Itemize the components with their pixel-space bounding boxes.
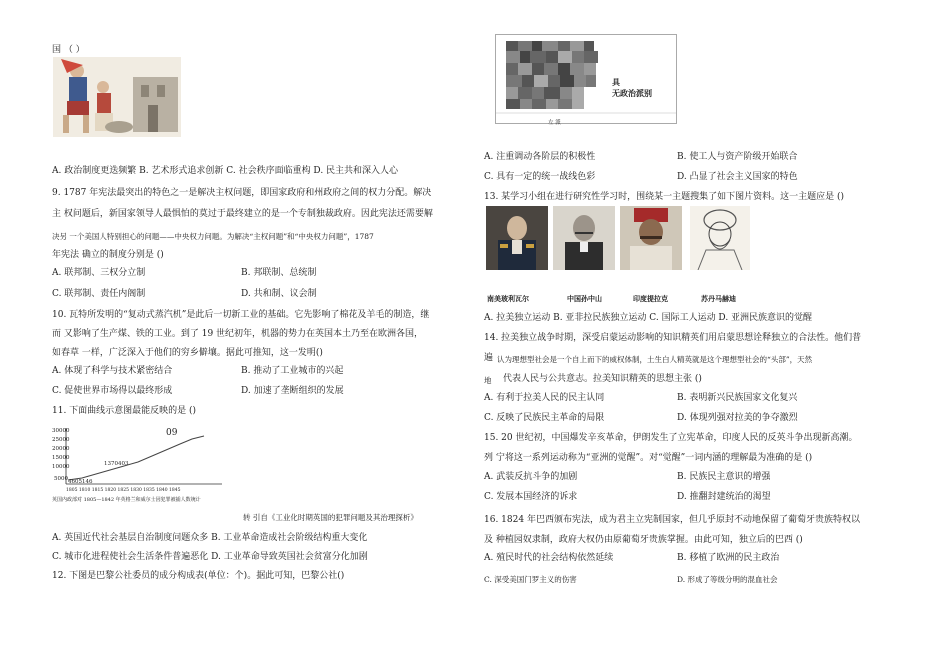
q16-line-2: 及 种植园奴隶制，政府大权仍由原葡萄牙贵族掌握。由此可知，独立后的巴西 ()	[484, 535, 803, 545]
q12-composition-table	[495, 34, 677, 124]
q12-option-c: C. 具有一定的统一战线色彩	[484, 172, 596, 182]
caption-sun-yat-sen: 中国孙中山	[567, 295, 602, 303]
table-label-bottom: 左 派	[548, 120, 561, 126]
y-tick: 10000	[52, 464, 70, 470]
y-tick: 25000	[52, 437, 70, 443]
q16-option-b: B. 移植了欧洲的民主政治	[677, 553, 780, 563]
q10-line-2: 而 又影响了生产煤、铁的工业。到了 19 世纪初年，机器的势力在英国本土乃至在欧洲各国，	[52, 329, 424, 339]
q15-option-b: B. 民族民主意识的增强	[677, 472, 771, 482]
q14-line-1: 14. 拉美独立战争时期，深受启蒙运动影响的知识精英们用启蒙思想诠释独立的合法性。他们普	[484, 333, 862, 343]
data-label-big: 09	[166, 428, 178, 438]
q14-option-a: A. 有利于拉美人民的民主认同	[484, 393, 605, 403]
table-label-party: 无政治派别	[612, 89, 652, 98]
q10-option-a: A. 体现了科学与技术紧密结合	[52, 366, 173, 376]
q12-stem: 12. 下图是巴黎公社委员的成分构成表(单位：个)。据此可知，巴黎公社()	[52, 571, 345, 581]
portrait-bolivar	[486, 206, 548, 270]
q9-option-b: B. 邦联制、总统制	[241, 268, 317, 278]
data-label-first: 4605146	[68, 479, 93, 485]
q14-line-2-prefix: 遍	[484, 353, 494, 363]
q10-line-1: 10. 瓦特所发明的“复动式蒸汽机”是此后一切新工业的基础。它先影响了棉花及羊毛的制造，继	[52, 310, 430, 320]
portrait-mahdi	[690, 206, 750, 270]
y-tick: 15000	[52, 455, 70, 461]
caption-tilak: 印度提拉克	[633, 295, 668, 303]
data-label-mid: 1370403	[104, 461, 129, 467]
table-label-ju: 具	[612, 78, 620, 87]
portrait-tilak	[620, 206, 682, 270]
q8-options: A. 政治制度更迭频繁 B. 艺术形式追求创新 C. 社会秩序面临重构 D. 民主共和深入人心	[52, 166, 399, 176]
q13-stem: 13. 某学习小组在进行研究性学习时，围绕某一主题搜集了如下图片资料。这一主题应是 ()	[484, 192, 845, 202]
q14-option-c: C. 反映了民族民主革命的局限	[484, 413, 605, 423]
q14-line-3: 代表人民与公共意志。拉美知识精英的思想主张 ()	[503, 374, 702, 384]
q9-option-c: C. 联邦制、责任内阁制	[52, 289, 146, 299]
q12-option-d: D. 凸显了社会主义国家的特色	[677, 172, 798, 182]
q9-line-1: 9. 1787 年宪法最突出的特色之一是解决主权问题，即国家政府和州政府之间的权力分配。解决	[52, 188, 432, 198]
q15-option-d: D. 推翻封建统治的渴望	[677, 492, 771, 502]
q14-option-b: B. 表明新兴民族国家文化复兴	[677, 393, 798, 403]
q8-stem-tail: 国 （ ）	[52, 45, 85, 55]
q16-line-1: 16. 1824 年巴西颁布宪法，成为君主立宪制国家，但几乎原封不动地保留了葡萄牙贵族特权以	[484, 515, 860, 525]
q11-curve-chart	[52, 424, 232, 504]
q10-line-3: 如春草 一样，广泛深入于他们的穷乡僻壤。据此可推知，这一发明()	[52, 348, 323, 358]
q14-line-3-prefix: 地	[484, 376, 492, 385]
q10-option-b: B. 推动了工业城市的兴起	[241, 366, 344, 376]
q11-stem: 11. 下面曲线示意图最能反映的是 ()	[52, 406, 197, 416]
x-ticks: 1805 1810 1815 1820 1825 1830 1835 1840 1845	[66, 488, 181, 493]
q14-line-2: 认为理想型社会是一个自上而下的威权体制，土生白人精英就是这个理想型社会的“头部”，天然	[497, 355, 813, 364]
q10-option-d: D. 加速了垄断组织的发展	[241, 386, 344, 396]
q11-source: 转 引自《工业化时期英国的犯罪问题及其治理探析》	[243, 513, 418, 522]
q16-option-c: C. 深受美国门罗主义的伤害	[484, 575, 577, 584]
q9-line-2: 主 权问题后，新国家领导人最惧怕的莫过于最终建立的是一个专制独裁政府。因此宪法还需要解	[52, 209, 433, 219]
q11-options-cd: C. 城市化进程使社会生活条件普遍恶化 D. 工业革命导致英国社会贫富分化加剧	[52, 552, 368, 562]
q9-option-d: D. 共和制、议会制	[241, 289, 317, 299]
q12-option-b: B. 使工人与资产阶级开始联合	[677, 152, 798, 162]
q15-option-a: A. 武装反抗斗争的加剧	[484, 472, 578, 482]
chart-caption: 英国内政部对 1805—1842 年英格兰和威尔士因犯罪被捕人数统计	[52, 497, 201, 503]
q12-option-a: A. 注重调动各阶层的积极性	[484, 152, 596, 162]
q14-option-d: D. 体现列强对拉美的争夺激烈	[677, 413, 798, 423]
q9-line-4: 年宪法 确立的制度分别是 ()	[52, 250, 164, 260]
caption-mahdi: 苏丹马赫迪	[701, 295, 736, 303]
q10-option-c: C. 促使世界市场得以最终形成	[52, 386, 173, 396]
q16-option-a: A. 殖民时代的社会结构依然延续	[484, 553, 614, 563]
q11-options-ab: A. 英国近代社会基层自治制度问题众多 B. 工业革命造成社会阶级结构重大变化	[52, 533, 368, 543]
q15-line-2: 列 宁将这一系列运动称为“亚洲的觉醒”。对“觉醒”一词内涵的理解最为准确的是 ()	[484, 453, 813, 463]
q13-options: A. 拉美独立运动 B. 亚非拉民族独立运动 C. 国际工人运动 D. 亚洲民族意识的觉醒	[484, 313, 813, 323]
y-tick: 5000	[54, 476, 68, 482]
q15-line-1: 15. 20 世纪初，中国爆发辛亥革命，伊朗发生了立宪革命，印度人民的反英斗争出现新高潮。	[484, 433, 858, 443]
q9-line-3: 决另 一个美国人特别担心的问题——中央权力问题。为解决“主权问题”和“中央权力问题”，1787	[52, 232, 374, 241]
y-tick: 30000	[52, 428, 70, 434]
y-tick: 20000	[52, 446, 70, 452]
q16-option-d: D. 形成了等级分明的混血社会	[677, 575, 778, 584]
caption-bolivar: 南美玻利瓦尔	[487, 295, 529, 303]
portrait-sun-yat-sen	[553, 206, 615, 270]
q9-option-a: A. 联邦制、三权分立制	[52, 268, 146, 278]
q15-option-c: C. 发展本国经济的诉求	[484, 492, 578, 502]
q8-cartoon-image	[53, 57, 181, 137]
